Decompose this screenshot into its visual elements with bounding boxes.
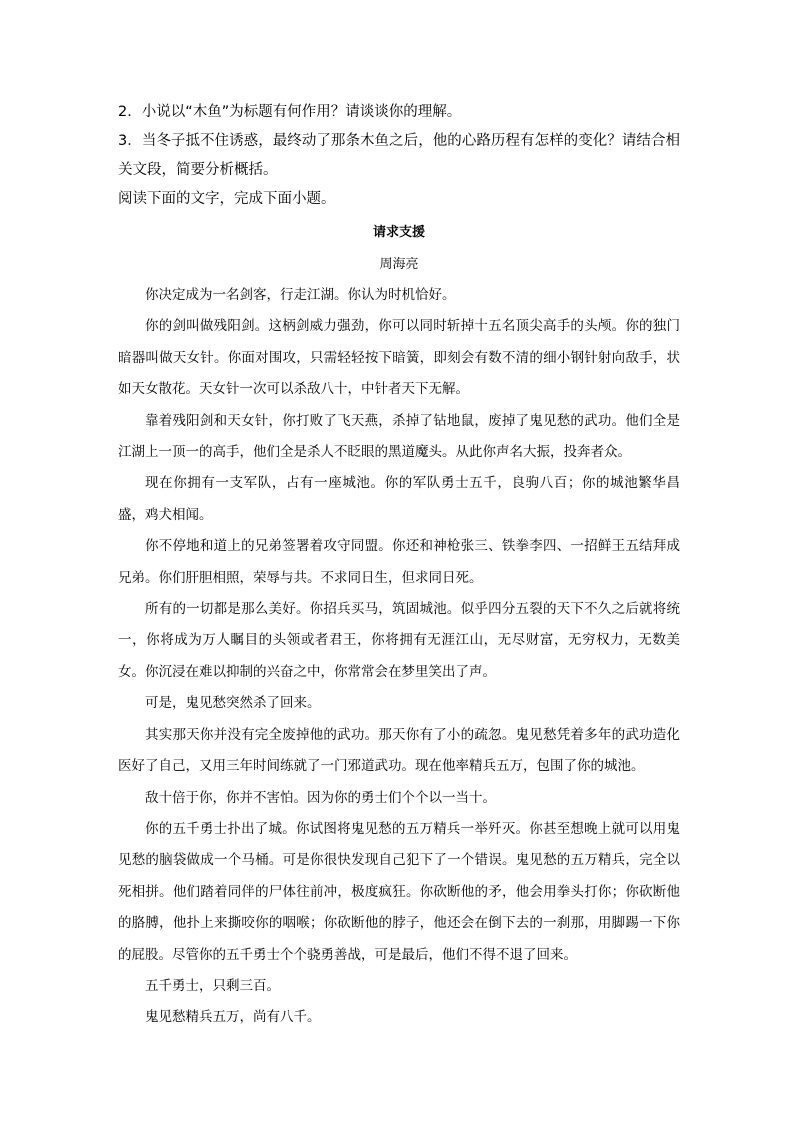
story-title: 请求支援 — [372, 225, 425, 240]
story-paragraph: 敌十倍于你，你并不害怕。因为你的勇士们个个以一当十。 — [145, 789, 496, 806]
story-paragraph: 你不停地和道上的兄弟签署着攻守同盟。你还和神枪张三、铁拳李四、一招鲜王五结拜成兄弟。你们肝胆相照，荣辱与共。不求同日生，但求同日死。 — [118, 538, 680, 586]
story-paragraph: 你的五千勇士扑出了城。你试图将鬼见愁的五万精兵一举歼灭。你甚至想晚上就可以用鬼见愁的脑袋做成一个马桶。可是你很快发现自己犯下了一个错误。鬼见愁的五万精兵，完全以死相拼。他们踏着同伴的尸体往前冲，极度疯狂。你砍断他的矛，他会用拳头打你；你砍断他的胳膊，他扑上来撕咬你的咽喉；你砍断他的脖子，他还会在倒下去的一刹那，用脚踢一下你的屁股。尽管你的五千勇士个个骁勇善战，可是最后，他们不得不退了回来。 — [118, 820, 680, 963]
story-paragraph: 现在你拥有一支军队，占有一座城池。你的军队勇士五千，良驹八百；你的城池繁华昌盛，鸡犬相闻。 — [118, 475, 680, 523]
question-3: 3．当冬子抵不住诱惑，最终动了那条木鱼之后，他的心路历程有怎样的变化？请结合相关文段，简要分析概括。 — [118, 133, 680, 178]
story-paragraph: 其实那天你并没有完全废掉他的武功。那天你有了小的疏忽。鬼见愁凭着多年的武功造化医好了自己，又用三年时间练就了一门邪道武功。现在他率精兵五万，包围了你的城池。 — [118, 726, 680, 775]
story-paragraph: 靠着残阳剑和天女针，你打败了飞天燕，杀掉了钻地鼠，废掉了鬼见愁的武功。他们全是江湖上一顶一的高手，他们全是杀人不眨眼的黑道魔头。从此你声名大振，投奔者众。 — [118, 412, 680, 461]
story-paragraph: 鬼见愁精兵五万，尚有八千。 — [145, 1009, 321, 1026]
story-paragraph: 可是，鬼见愁突然杀了回来。 — [145, 695, 321, 712]
story-paragraph: 你的剑叫做残阳剑。这柄剑威力强劲，你可以同时斩掉十五名顶尖高手的头颅。你的独门暗器叫做天女针。你面对围攻，只需轻轻按下暗簧，即刻会有数不清的细小钢针射向敌手，状如天女散花。天女针一次可以杀敌八十，中针者天下无解。 — [118, 318, 680, 398]
story-paragraph: 你决定成为一名剑客，行走江湖。你认为时机恰好。 — [145, 287, 456, 303]
document-page — [118, 98, 680, 1034]
story-author: 周海亮 — [379, 257, 419, 272]
story-paragraph: 所有的一切都是那么美好。你招兵买马，筑固城池。似乎四分五裂的天下不久之后就将统一，你将成为万人瞩目的头领或者君王，你将拥有无涯江山，无尽财富，无穷权力，无数美女。你沉浸在难以抑制的兴奋之中，你常常会在梦里笑出了声。 — [118, 601, 680, 680]
reading-instruction: 阅读下面的文字，完成下面小题。 — [118, 191, 336, 207]
question-2: 2．小说以“木鱼”为标题有何作用？请谈谈你的理解。 — [118, 104, 462, 120]
story-paragraph: 五千勇士，只剩三百。 — [145, 977, 280, 994]
story-body — [118, 280, 680, 1034]
